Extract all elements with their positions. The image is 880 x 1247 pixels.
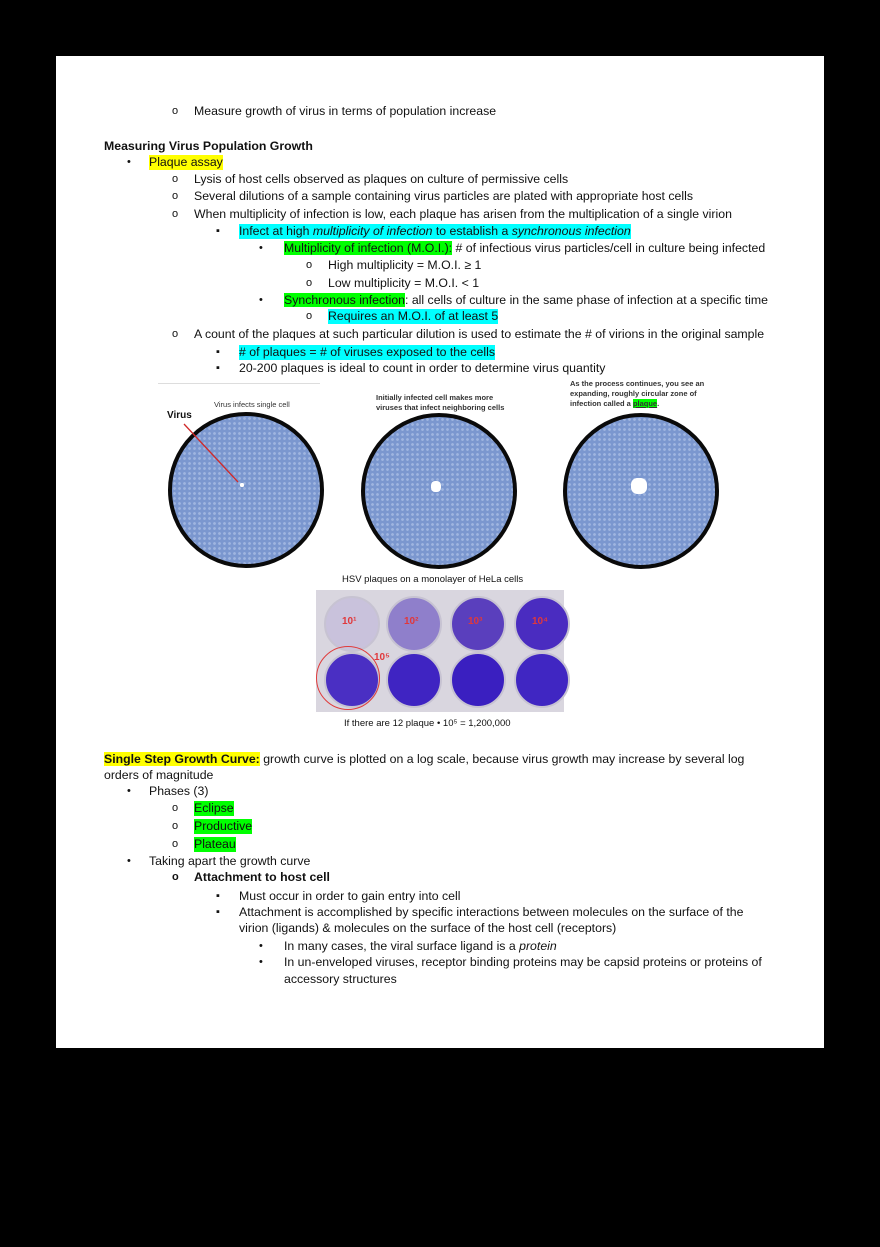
text: growth curve is plotted on a log scale, because virus growth may increase by several log [259, 752, 745, 766]
list-item: Requires an M.O.I. of at least 5 [328, 309, 499, 323]
bullet-icon: • [127, 855, 131, 867]
text: to establish a [432, 224, 512, 238]
well-7 [450, 652, 506, 708]
circle-bullet-icon: o [172, 328, 179, 340]
taking-apart-item: Taking apart the growth curve [149, 854, 311, 868]
list-item: Attachment is accomplished by specific interactions between molecules on the surface of the [239, 905, 744, 919]
text: . [657, 399, 660, 408]
dilution-label: 10³ [468, 616, 483, 627]
list-item: 20-200 plaques is ideal to count in order to determine virus quantity [239, 361, 606, 375]
bullet-icon: • [259, 940, 263, 952]
dilution-label: 10¹ [342, 616, 357, 627]
text: multiplicity of infection [312, 224, 433, 238]
attachment-heading: Attachment to host cell [194, 870, 330, 884]
unenveloped-item: In un-enveloped viruses, receptor binding proteins may be capsid proteins or proteins of [284, 955, 762, 969]
sync-definition [284, 293, 768, 308]
text: In many cases, the viral surface ligand is a [284, 939, 520, 953]
bullet-icon: • [127, 156, 131, 168]
unenveloped-item-cont: accessory structures [284, 972, 397, 986]
growth-curve-heading: Single Step Growth Curve: [104, 752, 260, 766]
plate-caption: If there are 12 plaque • 10⁵ = 1,200,000 [344, 718, 511, 729]
list-item: Must occur in order to gain entry into cell [239, 889, 461, 903]
list-item: High multiplicity = M.O.I. ≥ 1 [328, 258, 482, 272]
small-plaque [431, 481, 441, 492]
phase-eclipse: Eclipse [194, 801, 234, 815]
square-bullet-icon: ▪ [216, 225, 220, 237]
circle-bullet-icon: o [172, 871, 179, 883]
term: Multiplicity of infection (M.O.I.): [284, 241, 453, 255]
text: infection called a [570, 399, 633, 408]
dilution-label: 10⁴ [532, 616, 549, 627]
bullet-icon: • [259, 294, 263, 306]
circle-bullet-icon: o [306, 259, 313, 271]
square-bullet-icon: ▪ [216, 346, 220, 358]
intro-item: Measure growth of virus in terms of population increase [194, 104, 497, 118]
circle-bullet-icon: o [306, 310, 313, 322]
term: Synchronous infection [284, 293, 405, 307]
dilution-label: 10² [404, 616, 419, 627]
circle-bullet-icon: o [172, 190, 179, 202]
caption-3-line1: As the process continues, you see an [570, 379, 705, 388]
circle-bullet-icon: o [172, 173, 179, 185]
circle-bullet-icon: o [306, 277, 313, 289]
list-item: Lysis of host cells observed as plaques on culture of permissive cells [194, 172, 569, 186]
list-item: A count of the plaques at such particular dilution is used to estimate the # of virions in the original sample [194, 327, 765, 341]
list-item-cont: virion (ligands) & molecules on the surface of the host cell (receptors) [239, 921, 617, 935]
petri-dish-2 [361, 413, 517, 569]
plate-title: HSV plaques on a monolayer of HeLa cells [342, 574, 524, 585]
caption-3-line3 [570, 399, 659, 408]
growth-curve-intro-cont: orders of magnitude [104, 768, 214, 782]
highlight-circle [316, 646, 380, 710]
section-heading: Measuring Virus Population Growth [104, 139, 313, 153]
square-bullet-icon: ▪ [216, 906, 220, 918]
caption-2-line2: viruses that infect neighboring cells [376, 403, 505, 412]
phases-item: Phases (3) [149, 784, 209, 798]
infect-high-moi-item [239, 224, 631, 239]
square-bullet-icon: ▪ [216, 362, 220, 374]
text: : all cells of culture in the same phase of infection at a specific time [405, 293, 768, 307]
figure-divider [158, 383, 320, 384]
list-item: Low multiplicity = M.O.I. < 1 [328, 276, 480, 290]
moi-definition [284, 241, 765, 256]
list-item: # of plaques = # of viruses exposed to the cells [239, 345, 496, 359]
well-8 [514, 652, 570, 708]
petri-dish-3 [563, 413, 719, 569]
list-item: When multiplicity of infection is low, each plaque has arisen from the multiplication of a single virion [194, 207, 732, 221]
dilution-label: 10⁵ [374, 652, 390, 663]
text: Infect at high [239, 224, 313, 238]
virus-label: Virus [167, 410, 192, 421]
caption-2-line1: Initially infected cell makes more [376, 393, 494, 402]
circle-bullet-icon: o [172, 208, 179, 220]
caption-3-line2: expanding, roughly circular zone of [570, 389, 697, 398]
plaque-term: plaque [632, 399, 658, 408]
well-6 [386, 652, 442, 708]
plaque-assay-item: Plaque assay [149, 155, 223, 169]
arrow-icon [178, 420, 248, 490]
well-plate-photo [316, 590, 564, 712]
phase-productive: Productive [194, 819, 253, 833]
growth-curve-intro [104, 752, 744, 767]
circle-bullet-icon: o [172, 838, 179, 850]
circle-bullet-icon: o [172, 802, 179, 814]
circle-bullet-icon: o [172, 105, 179, 117]
caption-1: Virus infects single cell [214, 400, 290, 409]
square-bullet-icon: ▪ [216, 890, 220, 902]
text: # of infectious virus particles/cell in culture being infected [452, 241, 766, 255]
circle-bullet-icon: o [172, 820, 179, 832]
phase-plateau: Plateau [194, 837, 236, 851]
large-plaque [631, 478, 647, 494]
bullet-icon: • [127, 785, 131, 797]
ligand-item [284, 939, 557, 954]
text: protein [519, 939, 557, 953]
text: synchronous infection [511, 224, 631, 238]
bullet-icon: • [259, 242, 263, 254]
bullet-icon: • [259, 956, 263, 968]
list-item: Several dilutions of a sample containing virus particles are plated with appropriate host cells [194, 189, 693, 203]
